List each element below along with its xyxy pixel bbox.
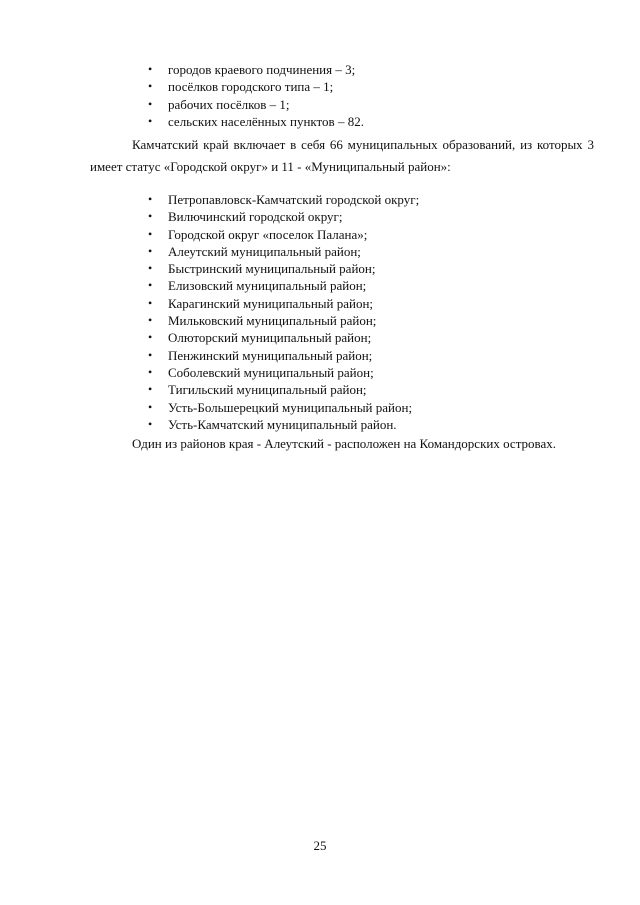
list-item-text: Петропавловск-Камчатский городской округ;: [168, 192, 420, 207]
bullet-icon: •: [148, 226, 153, 241]
list-item-text: городов краевого подчинения – 3;: [168, 62, 356, 77]
list-item: [148, 381, 419, 398]
bullet-icon: •: [148, 113, 153, 128]
list-item-text: Елизовский муниципальный район;: [168, 278, 367, 294]
list-item-text: рабочих посёлков – 1;: [168, 96, 290, 112]
list-item: [148, 416, 419, 433]
list-item: [148, 329, 419, 346]
list-item: [148, 61, 364, 78]
page-number: 25: [313, 838, 327, 853]
bullet-icon: •: [148, 313, 153, 328]
list-item-text: Тигильский муниципальный район;: [168, 382, 367, 398]
list-item-text: Олюторский муниципальный район;: [168, 330, 372, 346]
bullet-icon: •: [148, 278, 153, 293]
list-item: [148, 399, 419, 416]
paragraph-text: Камчатский край включает в себя 66 муниципальных образований, из которых 3 имеет статус «Городской округ» и 11 - «Муниципальный район»:: [90, 137, 594, 174]
list-item: [148, 113, 364, 130]
list-item-text: Карагинский муниципальный район;: [168, 295, 374, 311]
list-item: [148, 226, 419, 243]
list-item-text: Городской округ «поселок Палана»;: [168, 226, 368, 242]
bullet-icon: •: [148, 382, 153, 397]
list-item-text: посёлков городского типа – 1;: [168, 79, 334, 95]
list-item: [148, 312, 419, 329]
list-item-text: Усть-Камчатский муниципальный район.: [168, 416, 397, 432]
list-item: [148, 208, 419, 225]
bullet-icon: •: [148, 96, 153, 111]
aleutian-district-paragraph: [132, 433, 602, 455]
list-item: [148, 347, 419, 364]
list-item: [148, 191, 419, 208]
list-item: [148, 243, 419, 260]
bullet-icon: •: [148, 209, 153, 224]
bullet-icon: •: [148, 347, 153, 362]
list-item-text: Мильковский муниципальный район;: [168, 313, 377, 329]
list-item-text: Усть-Большерецкий муниципальный район;: [168, 399, 413, 415]
bullet-icon: •: [148, 330, 153, 345]
list-item: [148, 78, 364, 95]
bullet-icon: •: [148, 364, 153, 379]
list-item: [148, 364, 419, 381]
list-item-text: Пенжинский муниципальный район;: [168, 347, 373, 363]
bullet-icon: •: [148, 399, 153, 414]
bullet-icon: •: [148, 416, 153, 431]
bullet-icon: •: [148, 261, 153, 276]
settlement-type-list: [148, 61, 364, 130]
list-item: [148, 277, 419, 294]
bullet-icon: •: [148, 79, 153, 94]
districts-list: [148, 191, 419, 433]
list-item-text: Вилючинский городской округ;: [168, 209, 343, 225]
list-item-text: Соболевский муниципальный район;: [168, 364, 374, 380]
bullet-icon: •: [148, 62, 153, 76]
paragraph-text: Один из районов края - Алеутский - расположен на Командорских островах.: [132, 436, 557, 451]
list-item: [148, 260, 419, 277]
bullet-icon: •: [148, 295, 153, 310]
list-item: [148, 295, 419, 312]
list-item-text: Алеутский муниципальный район;: [168, 243, 361, 259]
list-item-text: Быстринский муниципальный район;: [168, 261, 376, 277]
list-item: [148, 96, 364, 113]
bullet-icon: •: [148, 192, 153, 206]
municipal-formations-paragraph: [90, 134, 594, 178]
list-item-text: сельских населённых пунктов – 82.: [168, 113, 364, 129]
bullet-icon: •: [148, 243, 153, 258]
